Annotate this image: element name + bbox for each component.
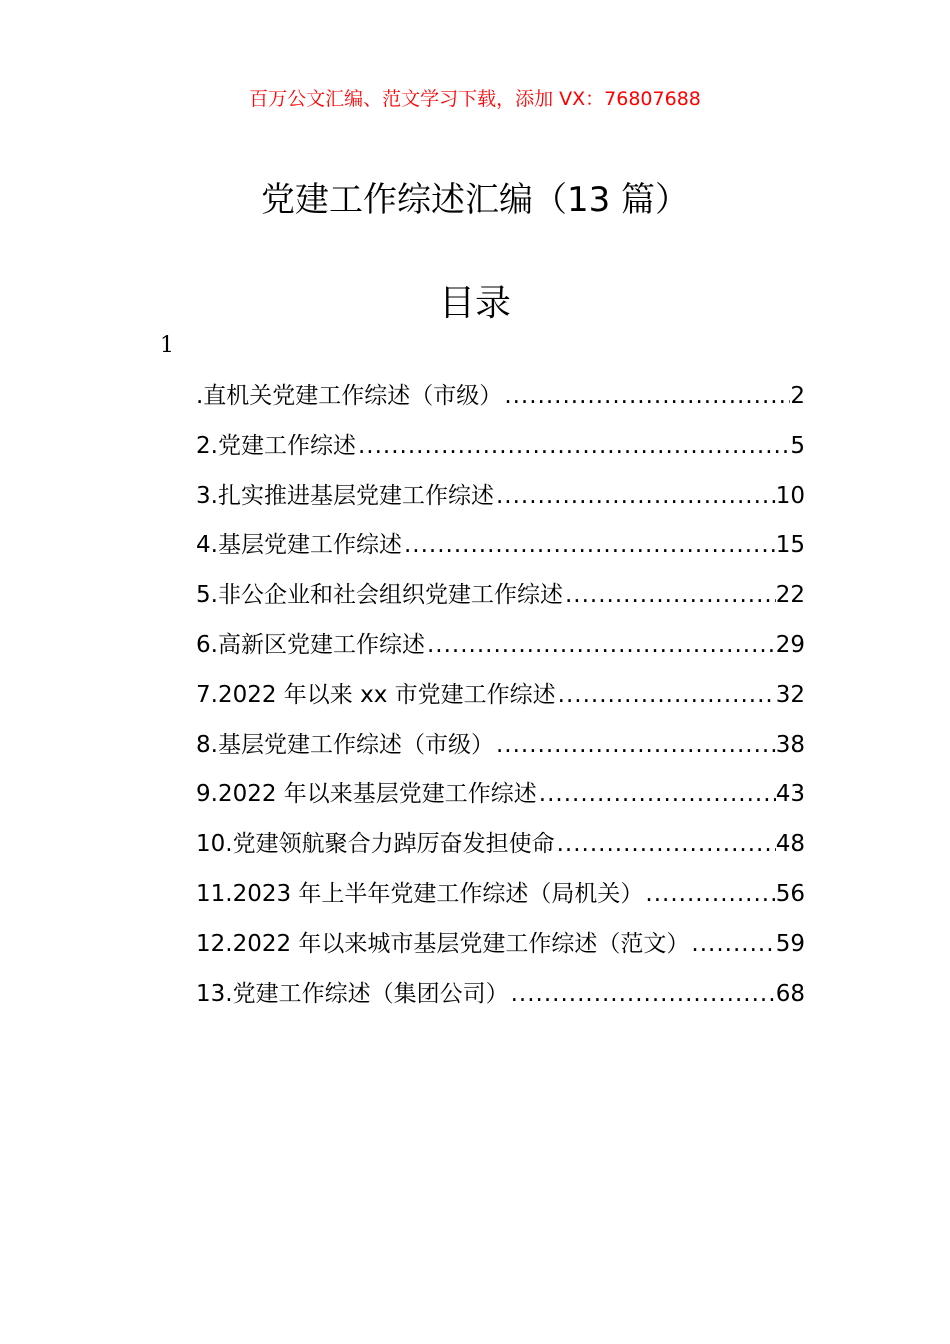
toc-entry[interactable] xyxy=(196,974,805,1024)
toc-leader-dots xyxy=(643,874,775,914)
toc-entry-page: 22 xyxy=(775,582,805,609)
toc-entry[interactable] xyxy=(196,625,805,675)
page-marker: 1 xyxy=(160,333,174,358)
toc-heading: 目录 xyxy=(438,283,511,324)
toc-entry-label: 8.基层党建工作综述（市级） xyxy=(196,731,494,758)
toc-entry-page: 32 xyxy=(775,681,805,708)
toc-entry[interactable] xyxy=(196,824,805,874)
toc-leader-dots xyxy=(556,675,776,715)
toc-leader-dots xyxy=(689,924,775,964)
toc-entry-label: 7.2022 年以来 xx 市党建工作综述 xyxy=(196,681,556,708)
table-of-contents xyxy=(196,376,805,1023)
toc-entry[interactable] xyxy=(196,376,805,426)
header-watermark-note: 百万公文汇编、范文学习下载，添加 VX：76807688 xyxy=(249,88,701,110)
toc-entry[interactable] xyxy=(196,725,805,775)
toc-entry-page: 68 xyxy=(775,980,805,1007)
toc-entry[interactable] xyxy=(196,874,805,924)
toc-entry-label: 4.基层党建工作综述 xyxy=(196,532,402,559)
toc-entry-page: 10 xyxy=(775,482,805,509)
toc-leader-dots xyxy=(356,426,790,466)
toc-leader-dots xyxy=(509,974,776,1014)
toc-entry-page: 2 xyxy=(790,383,805,409)
toc-entry-page: 5 xyxy=(790,432,805,459)
toc-entry-label: 12.2022 年以来城市基层党建工作综述（范文） xyxy=(196,930,690,957)
toc-leader-dots xyxy=(425,625,776,665)
toc-leader-dots xyxy=(494,725,776,765)
toc-entry-label: 2.党建工作综述 xyxy=(196,432,356,459)
toc-entry[interactable] xyxy=(196,675,805,725)
toc-leader-dots xyxy=(563,575,776,615)
toc-entry-label: 9.2022 年以来基层党建工作综述 xyxy=(196,781,537,808)
toc-entry-label: 13.党建工作综述（集团公司） xyxy=(196,980,509,1007)
toc-leader-dots xyxy=(494,476,776,516)
toc-leader-dots xyxy=(502,376,790,416)
toc-leader-dots xyxy=(402,525,776,565)
toc-entry[interactable] xyxy=(196,924,805,974)
toc-entry-label: 3.扎实推进基层党建工作综述 xyxy=(196,482,494,509)
toc-entry-label: 10.党建领航聚合力踔厉奋发担使命 xyxy=(196,831,555,858)
toc-leader-dots xyxy=(555,824,776,864)
toc-entry[interactable] xyxy=(196,774,805,824)
document-title: 党建工作综述汇编（13 篇） xyxy=(260,180,690,220)
toc-entry[interactable] xyxy=(196,476,805,526)
toc-entry[interactable] xyxy=(196,575,805,625)
toc-entry-page: 59 xyxy=(775,930,805,957)
toc-entry-page: 29 xyxy=(775,631,805,658)
toc-entry-page: 15 xyxy=(775,532,805,559)
toc-entry-page: 38 xyxy=(775,731,805,758)
toc-entry[interactable] xyxy=(196,525,805,575)
toc-entry-page: 48 xyxy=(775,831,805,858)
toc-entry-label: 11.2023 年上半年党建工作综述（局机关） xyxy=(196,880,644,907)
toc-entry-label: 6.高新区党建工作综述 xyxy=(196,631,425,658)
toc-leader-dots xyxy=(537,774,776,814)
toc-entry[interactable] xyxy=(196,426,805,476)
toc-entry-page: 56 xyxy=(775,880,805,907)
toc-entry-page: 43 xyxy=(775,781,805,808)
toc-entry-label: 5.非公企业和社会组织党建工作综述 xyxy=(196,582,563,609)
toc-entry-label: .直机关党建工作综述（市级） xyxy=(196,383,503,409)
